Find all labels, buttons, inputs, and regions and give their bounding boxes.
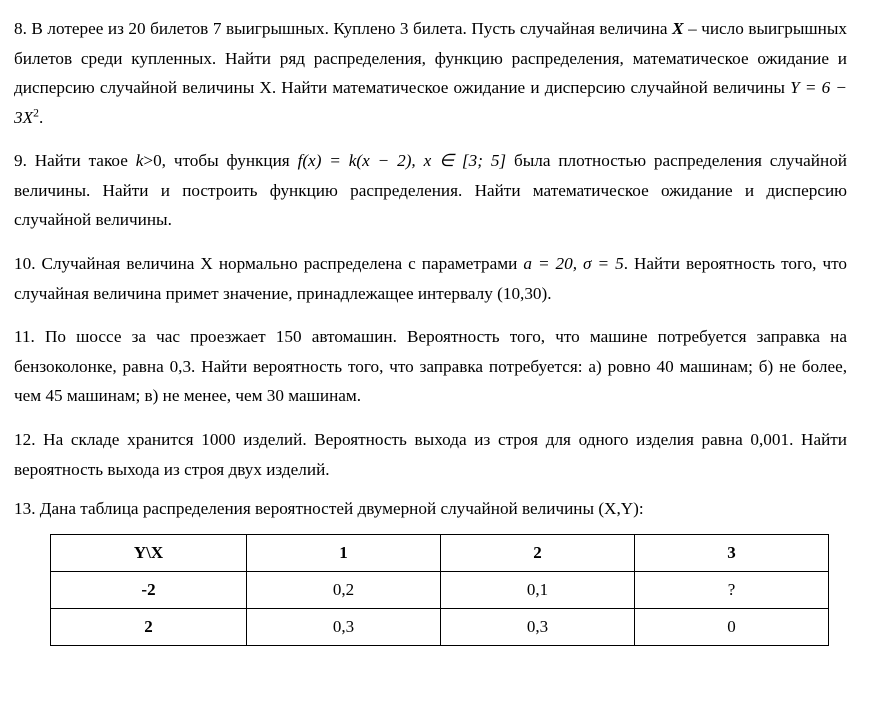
table-cell-r1c2: 0,1 — [441, 571, 635, 608]
problem-8-variable-y: Y — [790, 78, 800, 98]
table-row — [51, 571, 829, 608]
problem-10-text-part-1: 10. Случайная величина Х нормально распределена с параметрами — [14, 254, 524, 274]
problem-8-text-part-1: 8. В лотерее из 20 билетов 7 выигрышных. Куплено 3 билета. Пусть случайная величина — [14, 19, 673, 38]
problem-8-exponent: 2 — [33, 106, 39, 119]
problem-9-function-formula: f(x) = k(x − 2), x ∈ [3; 5] — [297, 151, 507, 171]
problem-8-text-part-2: – число выигрышных билетов среди купленных. Найти ряд распределения, функцию распределения, математическое ожидание и дисперсию случайной величины Х. Найти математическое ожидание и дисперсию случайной величины — [14, 19, 848, 98]
problem-8-paragraph — [14, 14, 847, 132]
problem-10-text-part-2: . Найти вероятность того, что случайная величина примет значение, принадлежащее интервалу (10,30). — [14, 254, 847, 303]
table-cell-r1c1: 0,2 — [247, 571, 441, 608]
problem-13-paragraph: 13. Дана таблица распределения вероятностей двумерной случайной величины (X,Y): — [14, 499, 644, 519]
table-body — [51, 571, 829, 645]
problem-8-equation: = 6 − 3 — [14, 78, 847, 127]
problem-11-paragraph: 11. По шоссе за час проезжает 150 автомашин. Вероятность того, что машине потребуется заправка на бензоколонке, равна 0,3. Найти вероятность того, что заправка потребуется: а) ровно 40 машинам; б) не более, чем 45 машинам; в) не менее, чем 30 машинам. — [14, 327, 847, 406]
problem-9-paragraph — [14, 146, 847, 235]
table-row — [51, 608, 829, 645]
problem-8-variable-x: X — [672, 19, 684, 38]
table-row-label-2: 2 — [51, 608, 247, 645]
table-header-cell-yx: Y\X — [51, 534, 247, 571]
table-header-cell-1: 1 — [247, 534, 441, 571]
problem-8-period: . — [38, 107, 44, 127]
problem-10-parameters: a = 20, σ = 5 — [523, 254, 624, 274]
table-header-row — [51, 534, 829, 571]
joint-distribution-table — [50, 534, 829, 646]
problem-10-paragraph — [14, 249, 847, 308]
table-header-cell-3: 3 — [635, 534, 829, 571]
table-cell-r2c1: 0,3 — [247, 608, 441, 645]
table-row-label-minus2: -2 — [51, 571, 247, 608]
problem-9-variable-k: k — [135, 151, 144, 171]
table-cell-r1c3: ? — [635, 571, 829, 608]
problem-9-text-part-1: 9. Найти такое — [14, 151, 136, 171]
problem-12-paragraph: 12. На складе хранится 1000 изделий. Вероятность выхода из строя для одного изделия равна 0,001. Найти вероятность выхода из строя двух изделий. — [14, 429, 847, 479]
table-header-cell-2: 2 — [441, 534, 635, 571]
problem-9-text-part-2: >0, чтобы функция — [143, 151, 298, 171]
table-cell-r2c2: 0,3 — [441, 608, 635, 645]
table-cell-r2c3: 0 — [635, 608, 829, 645]
problem-9-text-part-3: была плотностью распределения случайной величины. Найти и построить функцию распределения. Найти математическое ожидание и дисперсию случайной величины. — [14, 151, 847, 230]
distribution-table-wrapper — [14, 534, 847, 646]
table-header — [51, 534, 829, 571]
problem-8-variable-x-squared: X — [22, 107, 34, 127]
